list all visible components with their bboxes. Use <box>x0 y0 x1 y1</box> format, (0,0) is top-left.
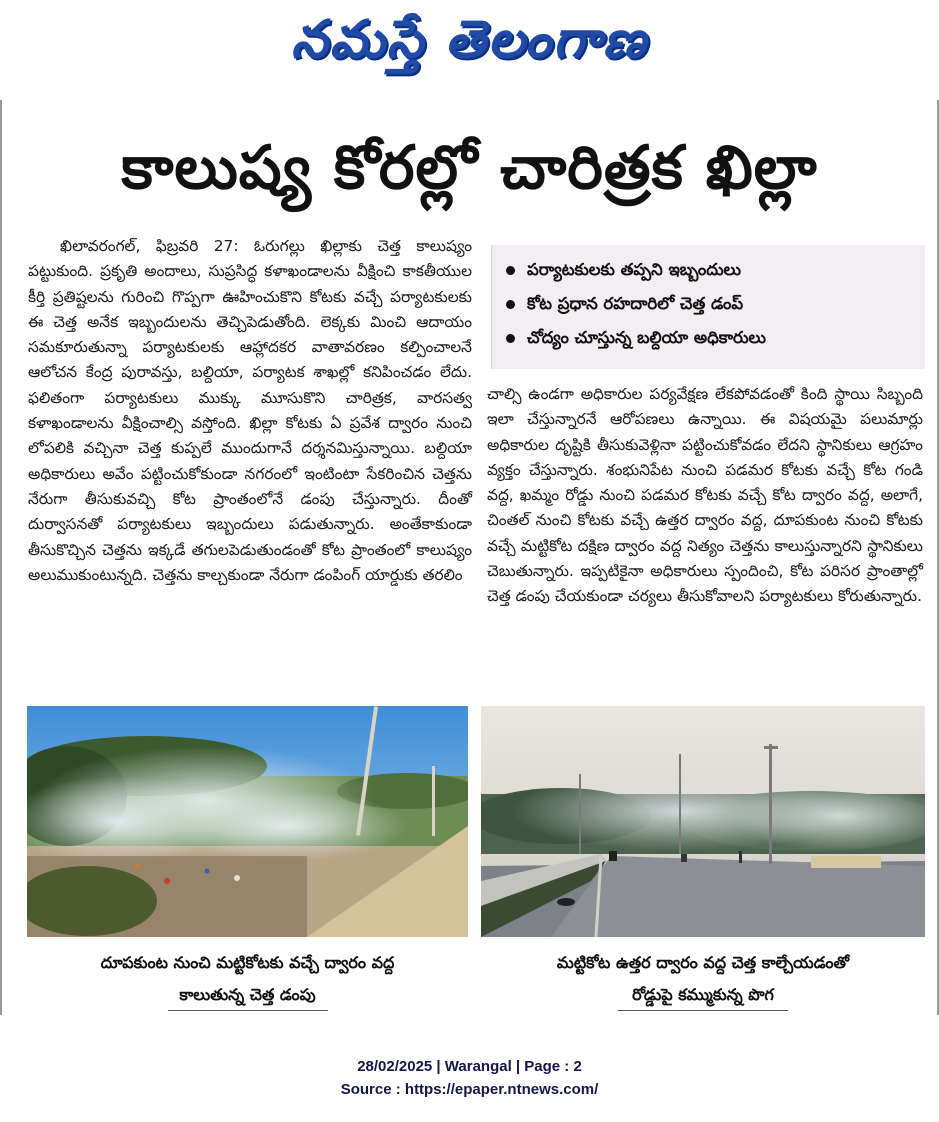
footer-edition-info: 28/02/2025 | Warangal | Page : 2 <box>357 1058 582 1075</box>
photo-garbage-fire <box>27 706 468 937</box>
caption-rule-right <box>618 1010 788 1011</box>
footer-source-link[interactable]: Source : https://epaper.ntnews.com/ <box>340 1081 599 1098</box>
photo-caption-left <box>27 947 468 1011</box>
page-footer <box>0 1055 939 1101</box>
caption-line: మట్టికోట ఉత్తర ద్వారం వద్ద చెత్త కాల్చేయడంతో <box>556 953 850 972</box>
highlight-item <box>506 253 925 287</box>
caption-line: రోడ్డుపై కమ్ముకున్న పొగ <box>632 985 774 1004</box>
highlight-item <box>506 321 925 355</box>
caption-line: దూపకుంట నుంచి మట్టికోటకు వచ్చే ద్వారం వద్ద <box>100 953 395 972</box>
article-body-right: చాల్సి ఉండగా అధికారుల పర్యవేక్షణ లేకపోవడంతో కింది స్థాయి సిబ్బంది ఇలా చేస్తున్నారనే ఆరోపణలు ఉన్నాయి. ఈ విషయమై పలుమార్లు అధికారుల దృష్టికి తీసుకువెళ్లినా పట్టించుకోవడం లేదని స్థానికులు ఆగ్రహం వ్యక్తం చేస్తున్నారు. శంభునిపేట నుంచి పడమర కోటకు వచ్చే కోట గండి వద్ద, ఖమ్మం రోడ్డు నుంచి పడమర కోటకు వచ్చే కోట ద్వారం వద్ద, అలాగే, చింతల్ నుంచి కోటకు వచ్చే ఉత్తర ద్వారం వద్ద, దూపకుంట నుంచి కోటకు వచ్చే మట్టికోట దక్షిణ ద్వారం వద్ద నిత్యం చెత్తను కాలుస్తున్నారని స్థానికులు చెబుతున్నారు. ఇప్పటికైనా అధికారులు స్పందించి, కోట పరిసర ప్రాంతాల్లో చెత్త డంపు చేయకుండా చర్యలు తీసుకోవాలని పర్యాటకులు కోరుతున్నారు. <box>487 385 923 606</box>
caption-rule-left <box>168 1010 328 1011</box>
page-border-left <box>0 100 2 1015</box>
caption-line: కాలుతున్న చెత్త డంపు <box>179 985 316 1004</box>
article-column-right <box>487 382 923 610</box>
highlight-text: కోట ప్రధాన రహదారిలో చెత్త డంప్ <box>527 294 744 313</box>
highlight-item <box>506 287 925 321</box>
article-body-left: ఖిలావరంగల్, ఫిబ్రవరి 27: ఓరుగల్లు ఖిల్లాకు చెత్త కాలుష్యం పట్టుకుంది. ప్రకృతి అందాలు, సుప్రసిద్ధ కళాఖండాలను వీక్షించి కాకతీయుల కీర్తి ప్రతిష్టలను గురించి గొప్పగా ఊహించుకొని కోటకు వచ్చే పర్యాటకులకు ఈ చెత్త అనేక ఇబ్బందులను తెచ్చిపెడుతోంది. లెక్కకు మించి ఆదాయం సమకూరుతున్నా పర్యాటకులకు ఆహ్లాదకర వాతావరణం కల్పించాలనే ఆలోచన కేంద్ర పురావస్తు, బల్దియా, పర్యాటక శాఖల్లో కనిపించడం లేదు. ఫలితంగా పర్యాటకులు ముక్కు మూసుకొని చారిత్రక, వారసత్వ కళాఖండాలను వీక్షించాల్సి వస్తోంది. ఖిల్లా కోటకు ఏ ప్రవేశ ద్వారం నుంచి లోపలికి వచ్చినా చెత్త కుప్పలే ముందుగానే దర్శనమిస్తున్నాయి. బల్దియా అధికారులు అవేం పట్టించుకోకుండా నగరంలో ఇంటింటా సేకరించిన చెత్తను నేరుగా తీసుకువచ్చి కోట ప్రాంతంలోనే డంపు చేస్తున్నారు. దీంతో దుర్వాసనతో పర్యాటకులు ఇబ్బందులు పడుతున్నారు. అంతేకాకుండా తీసుకొచ్చిన చెత్తను ఇక్కడే తగులపెడుతుండంతో కోట ప్రాంతంలో కాలుష్యం అలుముకుంటున్నది. చెత్తను కాల్చకుండా నేరుగా డంపింగ్ యార్డుకు తరలిం <box>28 237 472 584</box>
newspaper-logo: నమస్తే తెలంగాణ <box>291 9 648 70</box>
photo-caption-right <box>481 947 925 1011</box>
masthead <box>0 4 939 76</box>
photo-smoky-road <box>481 706 925 937</box>
bullet-icon <box>506 300 515 309</box>
article-column-left <box>28 234 472 588</box>
article-headline: కాలుష్య కోరల్లో చారిత్రక ఖిల్లా <box>121 133 818 203</box>
highlight-text: పర్యాటకులకు తప్పని ఇబ్బందులు <box>527 260 741 279</box>
bullet-icon <box>506 266 515 275</box>
bullet-icon <box>506 334 515 343</box>
highlights-box <box>491 245 925 369</box>
highlight-text: చోద్యం చూస్తున్న బల్దియా అధికారులు <box>527 328 766 347</box>
